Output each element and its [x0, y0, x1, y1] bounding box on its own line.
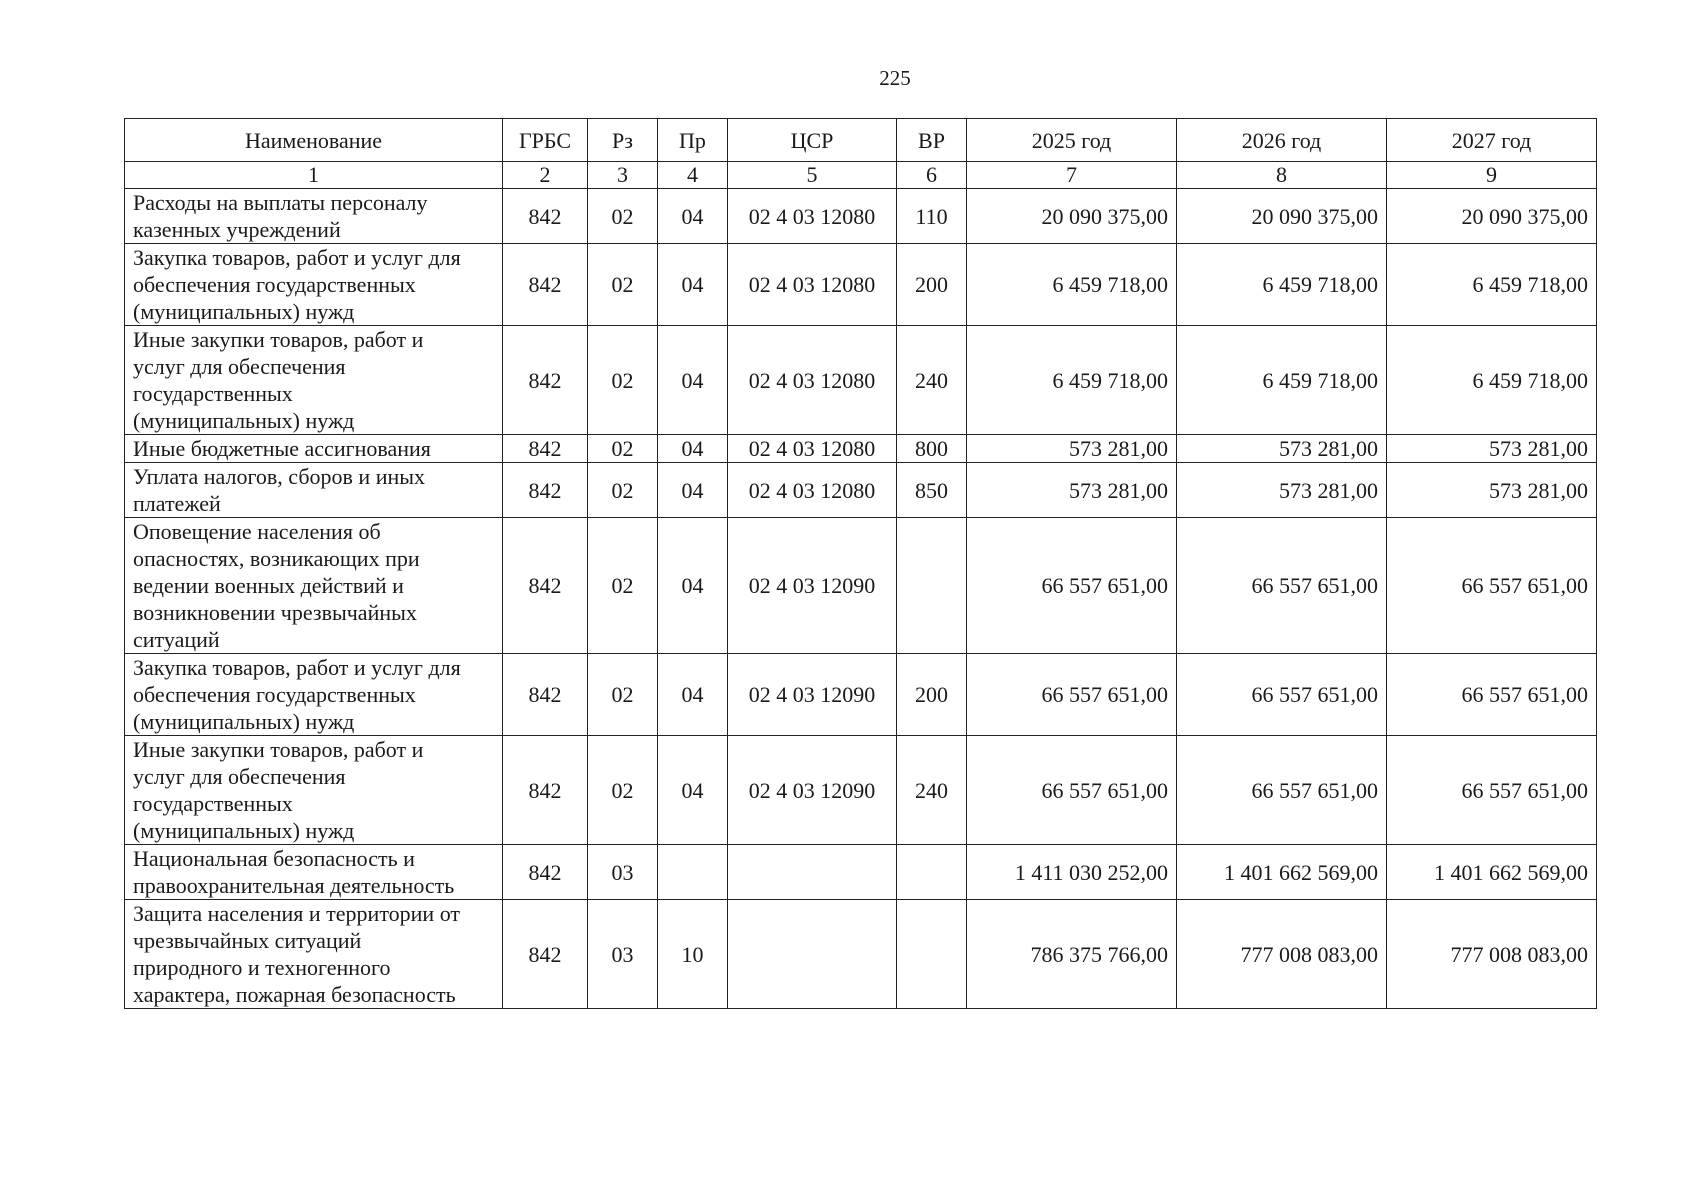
cell-pr: 10 [658, 900, 728, 1009]
cell-csr: 02 4 03 12080 [728, 244, 897, 326]
cell-name: Иные бюджетные ассигнования [125, 435, 503, 463]
cell-csr: 02 4 03 12080 [728, 463, 897, 518]
cell-2025: 1 411 030 252,00 [967, 845, 1177, 900]
cell-csr [728, 900, 897, 1009]
cell-2027: 66 557 651,00 [1387, 654, 1597, 736]
budget-table [124, 118, 1597, 1009]
cell-csr: 02 4 03 12080 [728, 435, 897, 463]
cell-2027: 66 557 651,00 [1387, 736, 1597, 845]
cell-2027: 573 281,00 [1387, 435, 1597, 463]
cell-2026: 6 459 718,00 [1177, 326, 1387, 435]
cell-2026: 777 008 083,00 [1177, 900, 1387, 1009]
cell-2027: 1 401 662 569,00 [1387, 845, 1597, 900]
cell-name: Уплата налогов, сборов и иных платежей [125, 463, 503, 518]
cell-2026: 66 557 651,00 [1177, 518, 1387, 654]
cell-vr: 200 [897, 244, 967, 326]
column-number: 1 [125, 162, 503, 189]
cell-grbs: 842 [503, 244, 588, 326]
cell-grbs: 842 [503, 518, 588, 654]
cell-rz: 03 [588, 845, 658, 900]
header-rz: Рз [588, 119, 658, 162]
cell-grbs: 842 [503, 845, 588, 900]
cell-2027: 6 459 718,00 [1387, 244, 1597, 326]
cell-pr: 04 [658, 435, 728, 463]
cell-pr: 04 [658, 244, 728, 326]
cell-rz: 02 [588, 326, 658, 435]
cell-rz: 03 [588, 900, 658, 1009]
header-name: Наименование [125, 119, 503, 162]
cell-csr: 02 4 03 12080 [728, 326, 897, 435]
cell-2025: 573 281,00 [967, 463, 1177, 518]
cell-name: Оповещение населения об опасностях, возникающих при ведении военных действий и возникновении чрезвычайных ситуаций [125, 518, 503, 654]
header-row [125, 119, 1597, 162]
cell-csr [728, 845, 897, 900]
header-csr: ЦСР [728, 119, 897, 162]
column-number: 7 [967, 162, 1177, 189]
cell-grbs: 842 [503, 435, 588, 463]
table-row [125, 435, 1597, 463]
cell-vr [897, 845, 967, 900]
cell-2027: 777 008 083,00 [1387, 900, 1597, 1009]
column-number: 4 [658, 162, 728, 189]
cell-name: Иные закупки товаров, работ и услуг для обеспечения государственных (муниципальных) нужд [125, 736, 503, 845]
table-row [125, 189, 1597, 244]
cell-2025: 66 557 651,00 [967, 518, 1177, 654]
cell-csr: 02 4 03 12090 [728, 736, 897, 845]
cell-2026: 1 401 662 569,00 [1177, 845, 1387, 900]
page-number: 225 [879, 66, 911, 90]
cell-vr [897, 518, 967, 654]
cell-2027: 20 090 375,00 [1387, 189, 1597, 244]
table-body [125, 189, 1597, 1009]
column-number-row [125, 162, 1597, 189]
cell-grbs: 842 [503, 900, 588, 1009]
cell-name: Расходы на выплаты персоналу казенных учреждений [125, 189, 503, 244]
column-number: 3 [588, 162, 658, 189]
cell-2025: 66 557 651,00 [967, 654, 1177, 736]
header-2025: 2025 год [967, 119, 1177, 162]
cell-grbs: 842 [503, 463, 588, 518]
column-number: 5 [728, 162, 897, 189]
table-row [125, 654, 1597, 736]
table-row [125, 518, 1597, 654]
cell-grbs: 842 [503, 326, 588, 435]
cell-rz: 02 [588, 654, 658, 736]
cell-2026: 6 459 718,00 [1177, 244, 1387, 326]
cell-2026: 66 557 651,00 [1177, 654, 1387, 736]
cell-2025: 6 459 718,00 [967, 244, 1177, 326]
cell-vr: 110 [897, 189, 967, 244]
cell-csr: 02 4 03 12090 [728, 654, 897, 736]
cell-2025: 20 090 375,00 [967, 189, 1177, 244]
cell-name: Закупка товаров, работ и услуг для обеспечения государственных (муниципальных) нужд [125, 244, 503, 326]
column-number: 8 [1177, 162, 1387, 189]
cell-name: Закупка товаров, работ и услуг для обеспечения государственных (муниципальных) нужд [125, 654, 503, 736]
table-row [125, 326, 1597, 435]
cell-2025: 6 459 718,00 [967, 326, 1177, 435]
cell-pr: 04 [658, 518, 728, 654]
cell-vr: 200 [897, 654, 967, 736]
header-vr: ВР [897, 119, 967, 162]
cell-name: Национальная безопасность и правоохранительная деятельность [125, 845, 503, 900]
table-row [125, 463, 1597, 518]
cell-vr: 240 [897, 736, 967, 845]
cell-2026: 66 557 651,00 [1177, 736, 1387, 845]
cell-2026: 573 281,00 [1177, 435, 1387, 463]
cell-vr [897, 900, 967, 1009]
cell-rz: 02 [588, 435, 658, 463]
cell-2025: 66 557 651,00 [967, 736, 1177, 845]
cell-grbs: 842 [503, 654, 588, 736]
cell-grbs: 842 [503, 736, 588, 845]
table-row [125, 900, 1597, 1009]
cell-pr: 04 [658, 654, 728, 736]
table-row [125, 244, 1597, 326]
cell-vr: 850 [897, 463, 967, 518]
cell-rz: 02 [588, 463, 658, 518]
column-number: 9 [1387, 162, 1597, 189]
cell-2025: 786 375 766,00 [967, 900, 1177, 1009]
cell-pr: 04 [658, 326, 728, 435]
header-2027: 2027 год [1387, 119, 1597, 162]
cell-grbs: 842 [503, 189, 588, 244]
table-row [125, 736, 1597, 845]
column-number: 6 [897, 162, 967, 189]
header-2026: 2026 год [1177, 119, 1387, 162]
cell-rz: 02 [588, 518, 658, 654]
cell-pr: 04 [658, 463, 728, 518]
cell-vr: 240 [897, 326, 967, 435]
cell-name: Иные закупки товаров, работ и услуг для обеспечения государственных (муниципальных) нужд [125, 326, 503, 435]
cell-csr: 02 4 03 12090 [728, 518, 897, 654]
cell-rz: 02 [588, 189, 658, 244]
cell-rz: 02 [588, 244, 658, 326]
cell-pr: 04 [658, 736, 728, 845]
cell-pr: 04 [658, 189, 728, 244]
cell-name: Защита населения и территории от чрезвычайных ситуаций природного и техногенного характера, пожарная безопасность [125, 900, 503, 1009]
cell-2026: 20 090 375,00 [1177, 189, 1387, 244]
header-grbs: ГРБС [503, 119, 588, 162]
cell-vr: 800 [897, 435, 967, 463]
cell-2026: 573 281,00 [1177, 463, 1387, 518]
cell-2027: 6 459 718,00 [1387, 326, 1597, 435]
cell-rz: 02 [588, 736, 658, 845]
cell-2025: 573 281,00 [967, 435, 1177, 463]
cell-pr [658, 845, 728, 900]
table-row [125, 845, 1597, 900]
cell-csr: 02 4 03 12080 [728, 189, 897, 244]
cell-2027: 66 557 651,00 [1387, 518, 1597, 654]
header-pr: Пр [658, 119, 728, 162]
cell-2027: 573 281,00 [1387, 463, 1597, 518]
column-number: 2 [503, 162, 588, 189]
